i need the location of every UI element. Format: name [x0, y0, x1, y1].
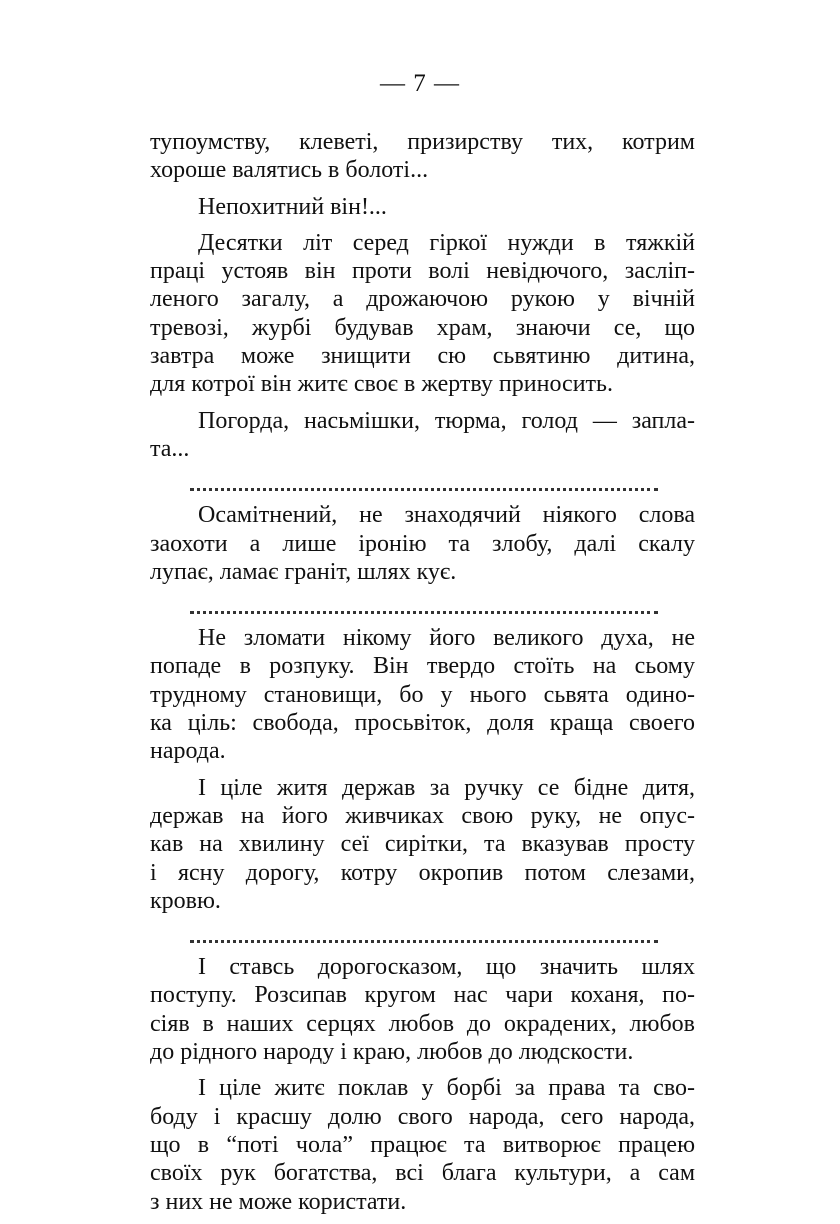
text-line: кровю.	[150, 887, 221, 914]
text-line: ка ціль: свобода, просьвіток, доля краща своего	[150, 710, 695, 737]
dotted-separator	[190, 923, 658, 943]
text-line: І ставсь дорогосказом, що значить шлях	[198, 954, 695, 981]
text-line: і ясну дорогу, котру окропив потом слезами,	[150, 859, 695, 886]
text-line: з них не може користати.	[150, 1188, 407, 1215]
text-line: Непохитний він!...	[198, 193, 387, 220]
body-text	[150, 128, 695, 1224]
text-line: праці устояв він проти волі невідючого, засліп-	[150, 258, 695, 285]
paragraph	[150, 193, 695, 221]
paragraph	[150, 501, 695, 586]
text-line: поступу. Розсипав кругом нас чари коханя, по-	[150, 982, 695, 1009]
text-line: Осамітнений, не знаходячий ніякого слова	[198, 502, 695, 529]
text-line: І ціле житє поклав у борбі за права та сво-	[198, 1075, 695, 1102]
text-line: Погорда, насьмішки, тюрма, голод — запла-	[198, 407, 695, 434]
paragraph	[150, 128, 695, 185]
paragraph	[150, 953, 695, 1066]
paragraph	[150, 624, 695, 765]
text-line: Десятки літ серед гіркої нужди в тяжкій	[198, 229, 695, 256]
text-line: тупоумству, клеветі, призирству тих, котрим	[150, 129, 695, 155]
text-line: заохоти а лише іронію та злобу, далі скалу	[150, 530, 695, 557]
text-line: для котрої він житє своє в жертву приносить.	[150, 371, 613, 398]
text-line: та...	[150, 435, 190, 462]
paragraph	[150, 774, 695, 915]
text-line: трудному становищи, бо у нього сьвята одино-	[150, 681, 695, 708]
paragraph	[150, 407, 695, 464]
text-line: тревозі, журбі будував храм, знаючи се, що	[150, 314, 695, 341]
text-line: І ціле житя держав за ручку се бідне дитя,	[198, 774, 695, 801]
text-line: хороше валятись в болоті...	[150, 157, 429, 184]
text-line: своїх рук богатства, всі блага культури, а сам	[150, 1160, 695, 1187]
paragraph	[150, 1074, 695, 1215]
text-line: боду і красшу долю свого народа, сего народа,	[150, 1103, 695, 1130]
text-line: сіяв в наших серцях любов до окрадених, любов	[150, 1010, 695, 1037]
text-line: до рідного народу і краю, любов до людскости.	[150, 1039, 634, 1066]
text-line: що в “поті чола” працює та витворює працею	[150, 1131, 695, 1158]
text-line: держав на його живчиках свою руку, не опус-	[150, 802, 695, 829]
page-number: — 7 —	[380, 70, 460, 97]
dotted-separator	[190, 594, 658, 614]
text-line: лупає, ламає граніт, шлях кує.	[150, 558, 457, 585]
text-line: кав на хвилину сеї сирітки, та вказував просту	[150, 831, 695, 858]
paragraph	[150, 229, 695, 399]
text-line: завтра може знищити сю сьвятиню дитина,	[150, 343, 695, 370]
text-line: народа.	[150, 738, 226, 765]
text-line: Не зломати нікому його великого духа, не	[198, 625, 695, 652]
text-line: леного загалу, а дрожаючою рукою у вічній	[150, 286, 695, 313]
text-line: попаде в розпуку. Він твердо стоїть на сьому	[150, 653, 695, 680]
dotted-separator	[190, 471, 658, 491]
